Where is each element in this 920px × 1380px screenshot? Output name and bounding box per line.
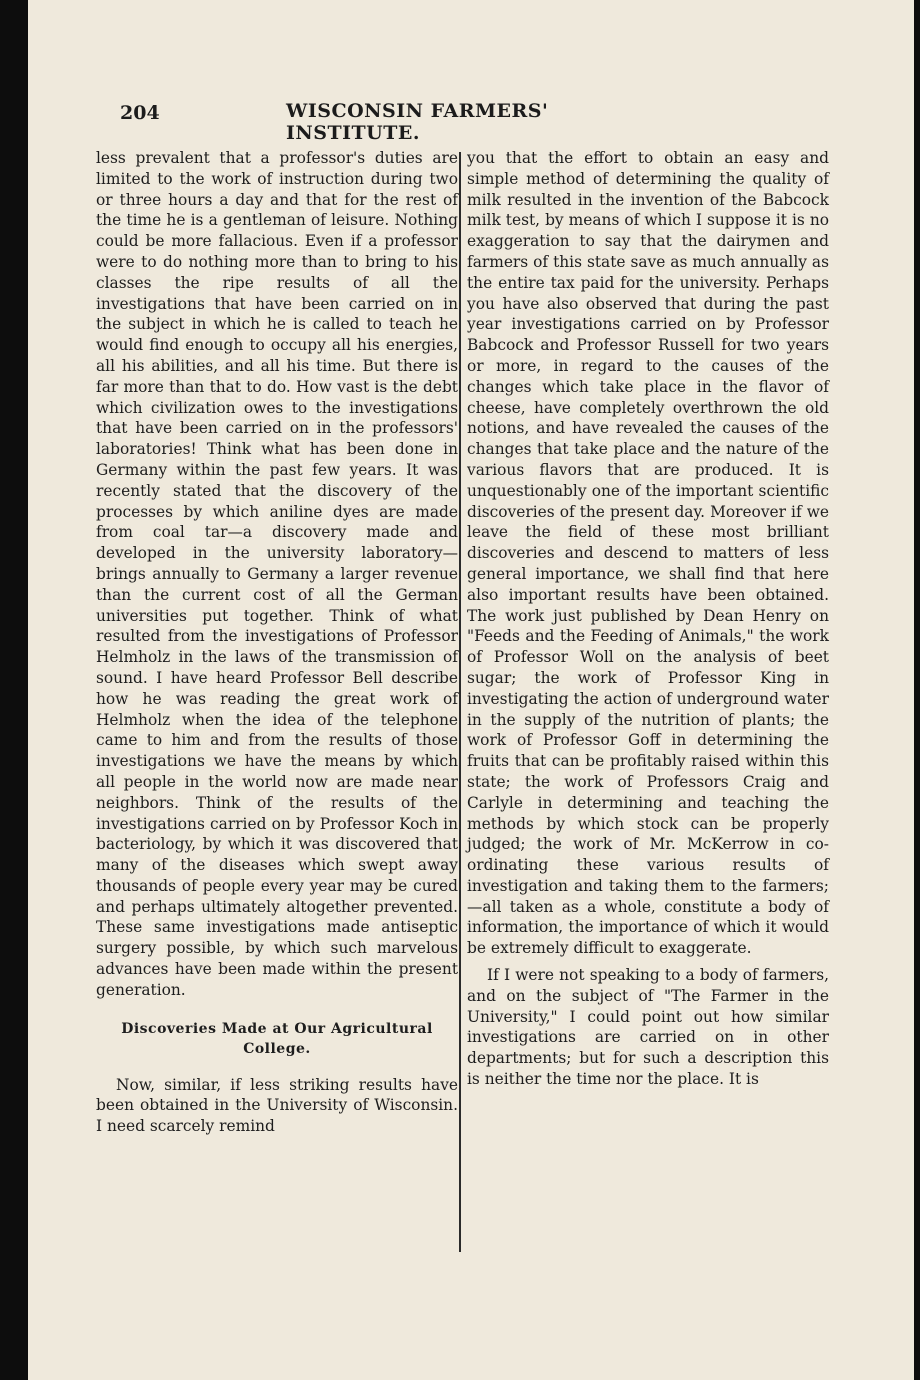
page-number: 204: [120, 102, 160, 124]
right-paragraph-1: you that the effort to obtain an easy and simple method of determining the quality of milk resulted in the invention of the Babcock milk test, by means of which I suppose it is no exaggeration to say that the dairymen and farmers of this state save as much annually as the entire tax paid for the university. Perhaps you have also observed that during the past year investigations carried on by Professor Babcock and Professor Russell for two years or more, in regard to the causes of the changes which take place in the flavor of cheese, have completely overthrown the old notions, and have revealed the causes of the changes that take place and the nature of the various flavors that are produced. It is unquestionably one of the important scientific discoveries of the present day. Moreover if we leave the field of these most brilliant discoveries and descend to matters of less general importance, we shall find that here also important results have been obtained. The work just published by Dean Henry on "Feeds and the Feeding of Animals," the work of Professor Woll on the analysis of beet sugar; the work of Professor King in investigating the action of underground water in the supply of the nutrition of plants; the work of Professor Goff in determining the fruits that can be profitably raised within this state; the work of Professors Craig and Carlyle in determining and teaching the methods by which stock can be properly judged; the work of Mr. McKerrow in co-ordinating these various results of investigation and taking them to the farmers;—all taken as a whole, constitute a body of information, the importance of which it would be extremely difficult to exaggerate.: [467, 149, 829, 958]
right-paragraph-2: If I were not speaking to a body of farmers, and on the subject of "The Farmer in the University," I could point out how similar investigations are carried on in other departments; but for such a description this is neither the time nor the place. It is: [467, 966, 829, 1089]
running-head: WISCONSIN FARMERS' INSTITUTE.: [286, 100, 549, 144]
right-column: [467, 148, 829, 1090]
page-header: [120, 100, 680, 144]
section-subheading: Discoveries Made at Our Agricultural College.: [121, 1020, 433, 1057]
column-divider: [459, 152, 461, 1252]
left-column: [96, 148, 458, 1137]
left-paragraph-1: less prevalent that a professor's duties are limited to the work of instruction during two or three hours a day and that for the rest of the time he is a gentleman of leisure. Nothing could be more fallacious. Even if a professor were to do nothing more than to bring to his classes the ripe results of all the investigations that have been carried on in the subject in which he is called to teach he would find enough to occupy all his energies, all his abilities, and all his time. But there is far more than that to do. How vast is the debt which civilization owes to the investigations that have been carried on in the professors' laboratories! Think what has been done in Germany within the past few years. It was recently stated that the discovery of the processes by which aniline dyes are made from coal tar—a discovery made and developed in the university laboratory—brings annually to Germany a larger revenue than the current cost of all the German universities put together. Think of what resulted from the investigations of Professor Helmholz in the laws of the transmission of sound. I have heard Professor Bell describe how he was reading the great work of Helmholz when the idea of the telephone came to him and from the results of those investigations we have the means by which all people in the world now are made near neighbors. Think of the results of the investigations carried on by Professor Koch in bacteriology, by which it was discovered that many of the diseases which swept away thousands of people every year may be cured and perhaps ultimately altogether prevented. These same investigations made antiseptic surgery possible, by which such marvelous advances have been made within the present generation.: [96, 149, 458, 999]
left-paragraph-2: Now, similar, if less striking results have been obtained in the University of Wisconsin. I need scarcely remind: [96, 1075, 458, 1136]
